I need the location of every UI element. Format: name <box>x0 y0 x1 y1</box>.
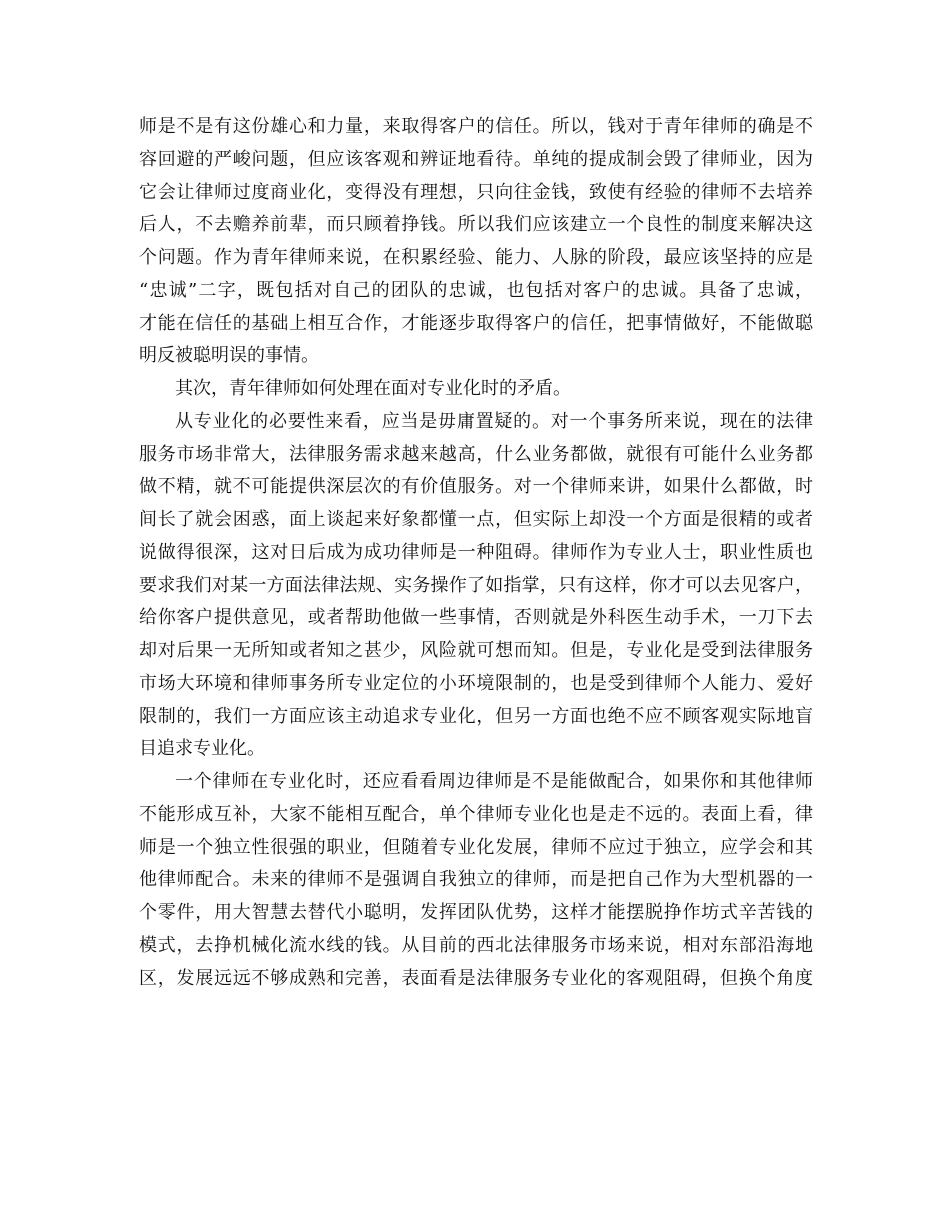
text-line: 个零件，用大智慧去替代小聪明，发挥团队优势，这样才能摆脱挣作坊式辛苦钱的 <box>139 902 813 923</box>
text-line: 区，发展远远不够成熟和完善，表面看是法律服务专业化的客观阻碍，但换个角度 <box>139 967 813 989</box>
text-line: 后人，不去赡养前辈，而只顾着挣钱。所以我们应该建立一个良性的制度来解决这 <box>139 214 813 236</box>
text-line: 明反被聪明误的事情。 <box>139 345 319 367</box>
text-line: 师是不是有这份雄心和力量，来取得客户的信任。所以，钱对于青年律师的确是不 <box>139 116 813 137</box>
text-line: 它会让律师过度商业化，变得没有理想，只向往金钱，致使有经验的律师不去培养 <box>139 181 813 203</box>
text-line: “忠诚”二字，既包括对自己的团队的忠诚，也包括对客户的忠诚。具备了忠诚， <box>139 279 813 301</box>
text-line: 个问题。作为青年律师来说，在积累经验、能力、人脉的阶段，最应该坚持的应是 <box>139 247 813 268</box>
text-line: 市场大环境和律师事务所专业定位的小环境限制的，也是受到律师个人能力、爱好 <box>139 672 813 694</box>
paragraph-1 <box>139 111 813 373</box>
text-line: 容回避的严峻问题，但应该客观和辨证地看待。单纯的提成制会毁了律师业，因为 <box>139 148 813 170</box>
text-line: 他律师配合。未来的律师不是强调自我独立的律师，而是把自己作为大型机器的一 <box>139 869 813 891</box>
text-line: 其次，青年律师如何处理在面对专业化时的矛盾。 <box>175 378 571 399</box>
paragraph-3 <box>139 406 813 766</box>
text-line: 才能在信任的基础上相互合作，才能逐步取得客户的信任，把事情做好，不能做聪 <box>139 312 813 334</box>
text-line: 从专业化的必要性来看，应当是毋庸置疑的。对一个事务所来说，现在的法律 <box>175 410 813 432</box>
text-line: 给你客户提供意见，或者帮助他做一些事情，否则就是外科医生动手术，一刀下去 <box>139 607 813 629</box>
paragraph-2 <box>139 373 813 406</box>
text-line: 要求我们对某一方面法律法规、实务操作了如指掌，只有这样，你才可以去见客户， <box>139 574 813 596</box>
text-line: 师是一个独立性很强的职业，但随着专业化发展，律师不应过于独立，应学会和其 <box>139 836 813 858</box>
text-line: 做不精，就不可能提供深层次的有价值服务。对一个律师来讲，如果什么都做，时 <box>139 476 813 498</box>
text-line: 服务市场非常大，法律服务需求越来越高，什么业务都做，就很有可能什么业务都 <box>139 443 813 465</box>
paragraph-4 <box>139 766 813 995</box>
text-line: 一个律师在专业化时，还应看看周边律师是不是能做配合，如果你和其他律师 <box>175 771 813 792</box>
text-line: 不能形成互补，大家不能相互配合，单个律师专业化也是走不远的。表面上看，律 <box>139 803 813 825</box>
document-body <box>139 111 813 995</box>
text-line: 却对后果一无所知或者知之甚少，风险就可想而知。但是，专业化是受到法律服务 <box>139 640 813 661</box>
text-line: 说做得很深，这对日后成为成功律师是一种阻碍。律师作为专业人士，职业性质也 <box>139 541 813 563</box>
text-line: 限制的，我们一方面应该主动追求专业化，但另一方面也绝不应不顾客观实际地盲 <box>139 705 813 727</box>
text-line: 间长了就会困惑，面上谈起来好象都懂一点，但实际上却没一个方面是很精的或者 <box>139 509 813 530</box>
text-line: 目追求专业化。 <box>139 738 265 760</box>
text-line: 模式，去挣机械化流水线的钱。从目前的西北法律服务市场来说，相对东部沿海地 <box>139 934 813 956</box>
